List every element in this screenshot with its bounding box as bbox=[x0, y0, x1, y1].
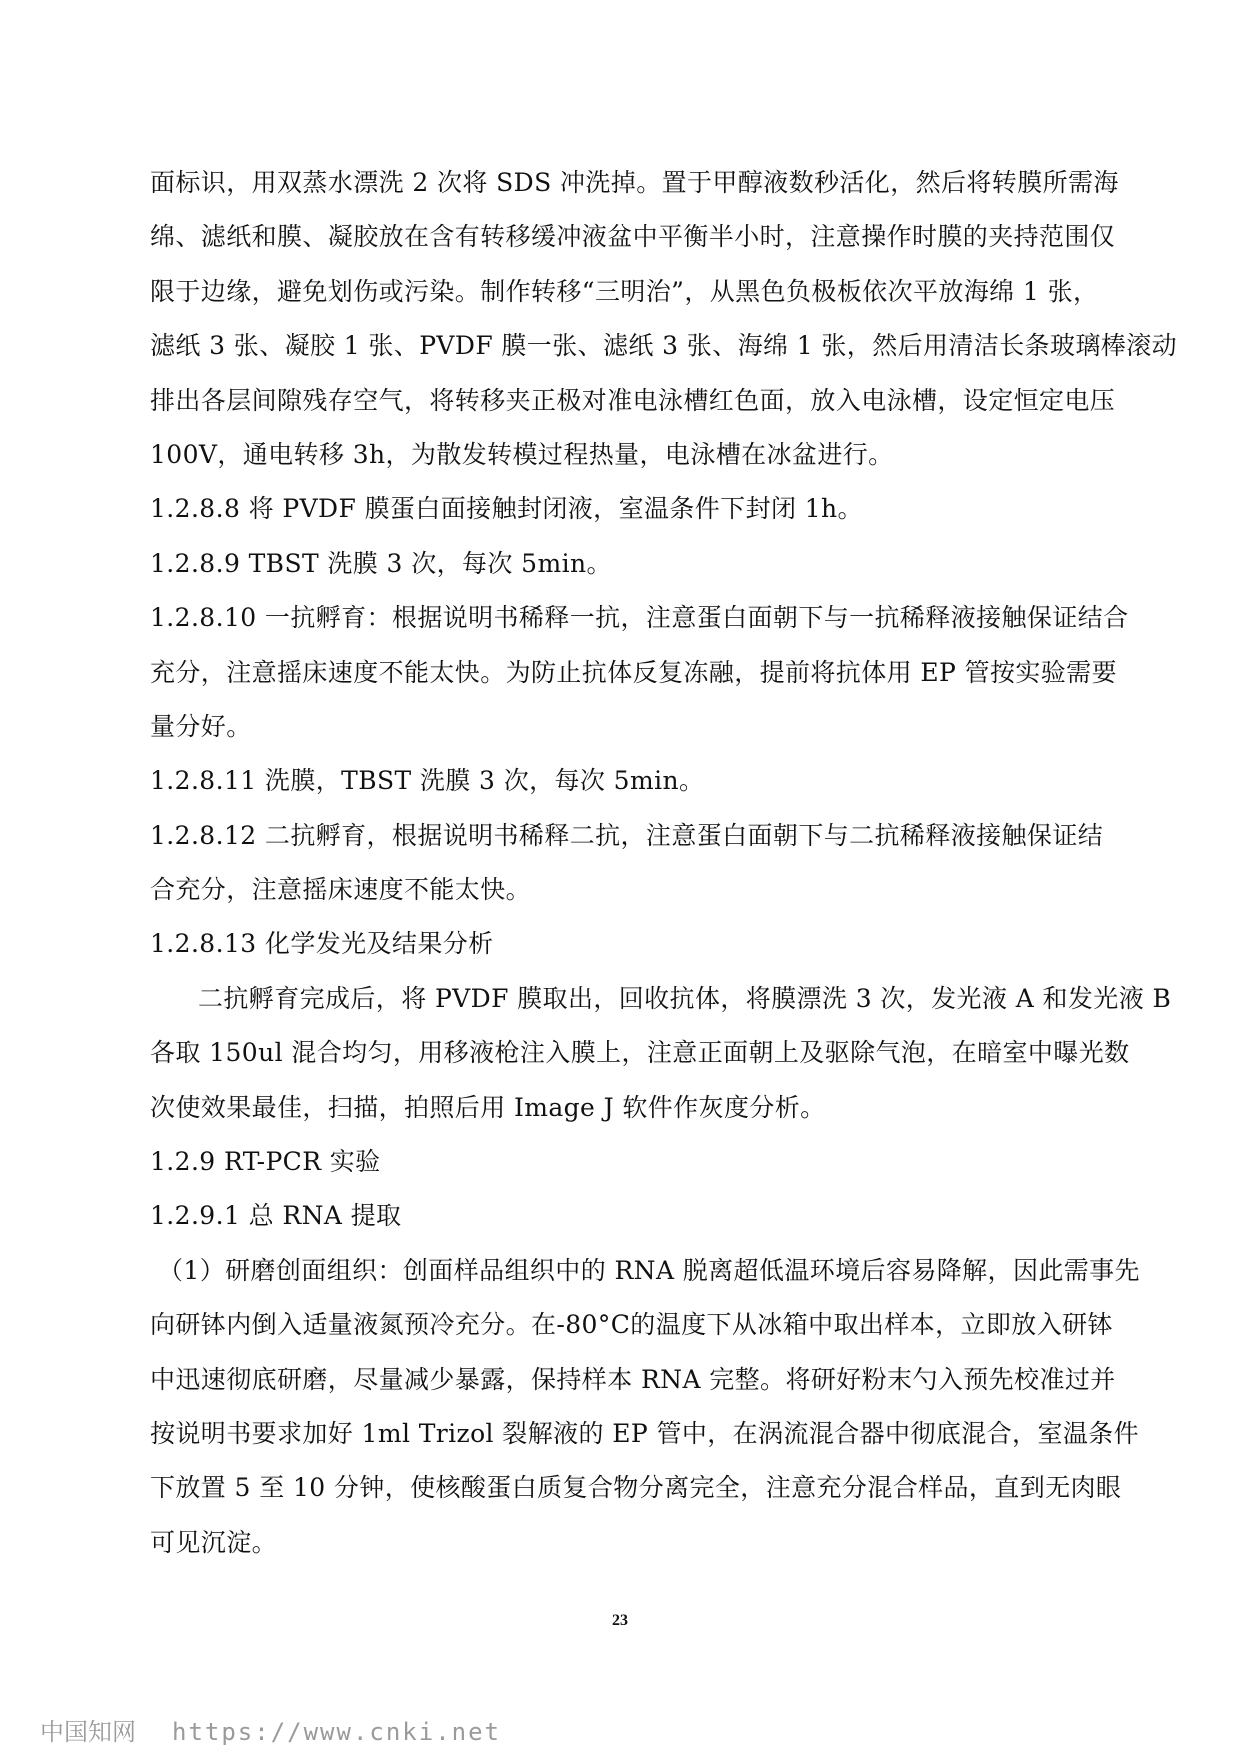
section-heading-1-2-8-12: 1.2.8.12 二抗孵育，根据说明书稀释二抗，注意蛋白面朝下与二抗稀释液接触保证结 bbox=[150, 820, 1104, 850]
paragraph-line: 可见沉淀。 bbox=[150, 1527, 278, 1557]
section-heading-1-2-8-13: 1.2.8.13 化学发光及结果分析 bbox=[150, 929, 494, 959]
paragraph-line: 面标识，用双蒸水漂洗 2 次将 SDS 冲洗掉。置于甲醇液数秒活化，然后将转膜所需海 bbox=[150, 168, 1119, 197]
paragraph-line: 滤纸 3 张、凝胶 1 张、PVDF 膜一张、滤纸 3 张、海绵 1 张，然后用清洁长条玻璃棒滚动 bbox=[150, 331, 1178, 361]
paragraph-line: 绵、滤纸和膜、凝胶放在含有转移缓冲液盆中平衡半小时，注意操作时膜的夹持范围仅 bbox=[150, 222, 1116, 252]
cnki-watermark bbox=[40, 1712, 501, 1747]
paragraph-line: 向研钵内倒入适量液氮预冷充分。在-80°C的温度下从冰箱中取出样本，立即放入研钵 bbox=[150, 1310, 1113, 1340]
watermark-site-name: 中国知网 bbox=[40, 1718, 136, 1746]
paragraph-line: 二抗孵育完成后，将 PVDF 膜取出，回收抗体，将膜漂洗 3 次，发光液 A 和发光液 B bbox=[198, 983, 1172, 1013]
section-heading-1-2-8-10: 1.2.8.10 一抗孵育：根据说明书稀释一抗，注意蛋白面朝下与一抗稀释液接触保证结合 bbox=[150, 603, 1129, 633]
section-heading-1-2-8-11: 1.2.8.11 洗膜，TBST 洗膜 3 次，每次 5min。 bbox=[150, 766, 705, 796]
paragraph-line: 次使效果最佳，扫描，拍照后用 Image J 软件作灰度分析。 bbox=[150, 1092, 826, 1122]
section-heading-1-2-9-1: 1.2.9.1 总 RNA 提取 bbox=[150, 1201, 402, 1231]
section-heading-1-2-8-9: 1.2.8.9 TBST 洗膜 3 次，每次 5min。 bbox=[150, 548, 612, 578]
paragraph-line: 按说明书要求加好 1ml Trizol 裂解液的 EP 管中，在涡流混合器中彻底混合，室温条件 bbox=[150, 1418, 1140, 1448]
paragraph-line: 各取 150ul 混合均匀，用移液枪注入膜上，注意正面朝上及驱除气泡，在暗室中曝光数 bbox=[150, 1038, 1130, 1068]
paragraph-line: 量分好。 bbox=[150, 711, 252, 741]
paragraph-line: 排出各层间隙残存空气，将转移夹正极对准电泳槽红色面，放入电泳槽，设定恒定电压 bbox=[150, 385, 1116, 415]
watermark-url: https://www.cnki.net bbox=[172, 1718, 501, 1746]
paragraph-line: 合充分，注意摇床速度不能太快。 bbox=[150, 875, 532, 905]
page-number: 23 bbox=[612, 1612, 628, 1629]
paragraph-line: 中迅速彻底研磨，尽量减少暴露，保持样本 RNA 完整。将研好粉末勺入预先校准过并 bbox=[150, 1364, 1116, 1394]
paragraph-line: 下放置 5 至 10 分钟，使核酸蛋白质复合物分离完全，注意充分混合样品，直到无肉眼 bbox=[150, 1473, 1122, 1503]
body-text bbox=[150, 156, 1178, 1570]
section-heading-1-2-9: 1.2.9 RT-PCR 实验 bbox=[150, 1147, 381, 1177]
paragraph-line: 限于边缘，避免划伤或污染。制作转移“三明治”，从黑色负极板依次平放海绵 1 张， bbox=[150, 276, 1099, 306]
paragraph-line: （1）研磨创面组织：创面样品组织中的 RNA 脱离超低温环境后容易降解，因此需事先 bbox=[158, 1255, 1140, 1285]
section-heading-1-2-8-8: 1.2.8.8 将 PVDF 膜蛋白面接触封闭液，室温条件下封闭 1h。 bbox=[150, 494, 863, 524]
paragraph-line: 充分，注意摇床速度不能太快。为防止抗体反复冻融，提前将抗体用 EP 管按实验需要 bbox=[150, 657, 1117, 687]
paragraph-line: 100V，通电转移 3h，为散发转模过程热量，电泳槽在冰盆进行。 bbox=[150, 439, 894, 469]
